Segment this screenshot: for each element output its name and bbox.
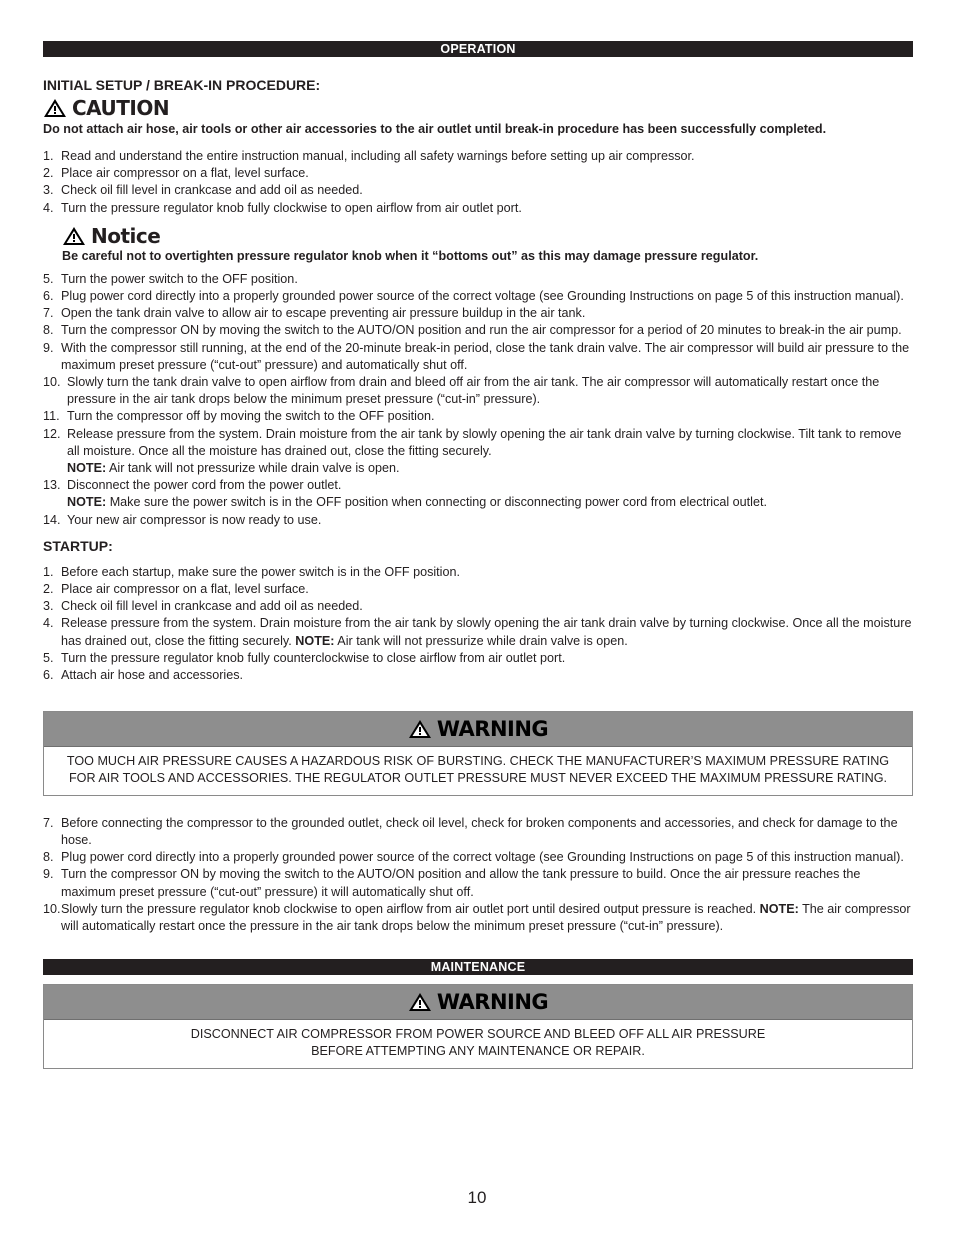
list-item: 6. Plug power cord directly into a properly grounded power source of the correct voltage (see Grounding Instructions on page 5 of this instruction manual). bbox=[43, 289, 904, 304]
warning-title: WARNING bbox=[436, 717, 549, 742]
note-line: NOTE: Make sure the power switch is in the OFF position when connecting or disconnecting power cord from electrical outlet. bbox=[67, 495, 767, 510]
list-item: 14. Your new air compressor is now ready to use. bbox=[43, 512, 322, 527]
warning-triangle-icon bbox=[408, 992, 432, 1012]
list-item: 2. Place air compressor on a flat, level surface. bbox=[43, 582, 309, 597]
list-item: 4. Release pressure from the system. Drain moisture from the air tank by slowly opening the air tank drain valve by turning clockwise. Once all the moisture has drained out, close the fitting securely. NOTE: Air tank will not pressurize while drain valve is open. bbox=[43, 616, 912, 648]
notice-title-row bbox=[62, 224, 913, 248]
warning-header bbox=[44, 985, 912, 1020]
warning-triangle-icon bbox=[408, 719, 432, 739]
list-item: 5. Turn the pressure regulator knob fully counterclockwise to close airflow from air outlet port. bbox=[43, 650, 566, 665]
maintenance-section-title: MAINTENANCE bbox=[430, 960, 526, 975]
list-item: 8. Plug power cord directly into a properly grounded power source of the correct voltage (see Grounding Instructions on page 5 of this instruction manual). bbox=[43, 850, 904, 865]
setup-heading: INITIAL SETUP / BREAK-IN PROCEDURE: bbox=[43, 77, 321, 93]
list-item: 7. Open the tank drain valve to allow air to escape preventing air pressure buildup in the air tank. bbox=[43, 306, 586, 321]
setup-steps-5-14 bbox=[43, 271, 913, 529]
list-item: 9. Turn the compressor ON by moving the switch to the AUTO/ON position and allow the tank pressure to build. Once the air pressure reaches the maximum preset pressure (“cut-out” pressure) it will automatically shut off. bbox=[43, 867, 861, 899]
list-item: 1. Read and understand the entire instruction manual, including all safety warnings before setting up air compressor. bbox=[43, 149, 695, 163]
notice-text: Be careful not to overtighten pressure regulator knob when it “bottoms out” as this may damage pressure regulator. bbox=[62, 248, 759, 263]
list-item: 6. Attach air hose and accessories. bbox=[43, 668, 244, 683]
list-item: 10. Slowly turn the tank drain valve to open airflow from drain and bleed off air from the air tank. The air compressor will automatically restart once the pressure in the air tank drops below the minimum preset pressure (“cut-in” pressure). bbox=[43, 375, 880, 407]
warning-title: WARNING bbox=[436, 990, 549, 1015]
setup-steps-1-4 bbox=[43, 148, 913, 217]
maintenance-section-bar bbox=[43, 959, 913, 975]
list-item: 8. Turn the compressor ON by moving the switch to the AUTO/ON position and run the air compressor for a period of 20 minutes to break-in the air pump. bbox=[43, 323, 902, 338]
list-item: 3. Check oil fill level in crankcase and add oil as needed. bbox=[43, 599, 363, 614]
list-item: 4. Turn the pressure regulator knob fully clockwise to open airflow from air outlet port. bbox=[43, 200, 522, 215]
page-number: 10 bbox=[467, 1188, 487, 1207]
operation-section-title: OPERATION bbox=[440, 42, 516, 56]
manual-page bbox=[43, 41, 913, 1069]
list-item: 10. Slowly turn the pressure regulator knob clockwise to open airflow from air outlet port until desired output pressure is reached. NOTE: The air compressor will automatically restart once the pressure in the air tank drops below the minimum preset pressure (“cut-in” pressure). bbox=[43, 901, 911, 933]
caution-text: Do not attach air hose, air tools or other air accessories to the air outlet until break-in procedure has been successfully completed. bbox=[43, 122, 827, 136]
operation-section-bar bbox=[43, 41, 913, 57]
pressure-warning-box bbox=[43, 711, 913, 795]
startup-heading: STARTUP: bbox=[43, 537, 113, 554]
list-item: 13. Disconnect the power cord from the power outlet. NOTE: Make sure the power switch is in the OFF position when connecting or disconnecting power cord from electrical outlet. bbox=[43, 477, 913, 511]
warning-triangle-icon bbox=[62, 226, 86, 246]
warning-triangle-icon bbox=[43, 98, 67, 118]
list-item: 5. Turn the power switch to the OFF position. bbox=[43, 271, 298, 286]
list-item: 3. Check oil fill level in crankcase and add oil as needed. bbox=[43, 183, 363, 198]
list-item: 1. Before each startup, make sure the power switch is in the OFF position. bbox=[43, 564, 460, 579]
warning-text: DISCONNECT AIR COMPRESSOR FROM POWER SOURCE AND BLEED OFF ALL AIR PRESSURE BEFORE ATTEMPTING ANY MAINTENANCE OR REPAIR. bbox=[190, 1027, 766, 1059]
caution-title-row bbox=[43, 96, 913, 120]
startup-steps-7-10 bbox=[43, 815, 913, 935]
note-line: NOTE: Air tank will not pressurize while drain valve is open. bbox=[67, 461, 400, 476]
notice-title: Notice bbox=[91, 223, 161, 248]
warning-text: TOO MUCH AIR PRESSURE CAUSES A HAZARDOUS RISK OF BURSTING. CHECK THE MANUFACTURER’S MAXIMUM PRESSURE RATING FOR AIR TOOLS AND ACCESSORIES. THE REGULATOR OUTLET PRESSURE MUST NEVER EXCEED THE MAXIMUM PRESSURE RATING. bbox=[66, 754, 890, 786]
maintenance-warning-box bbox=[43, 984, 913, 1068]
notice-block bbox=[62, 224, 913, 265]
caution-title: CAUTION bbox=[72, 96, 170, 120]
list-item: 12. Release pressure from the system. Drain moisture from the air tank by slowly opening the air tank drain valve by turning clockwise. Tilt tank to remove all moisture. Once all the moisture has drained out, close the fitting securely. NOTE: Air tank will not pressurize while drain valve is open. bbox=[43, 426, 913, 478]
warning-header bbox=[44, 712, 912, 747]
list-item: 9. With the compressor still running, at the end of the 20-minute break-in period, close the tank drain valve. The air compressor will build air pressure to the maximum preset pressure (“cut-out” pressure) and automatically shut off. bbox=[43, 340, 910, 372]
list-item: 11. Turn the compressor off by moving the switch to the OFF position. bbox=[43, 409, 435, 424]
startup-steps-1-6 bbox=[43, 564, 913, 684]
list-item: 2. Place air compressor on a flat, level surface. bbox=[43, 166, 309, 181]
list-item: 7. Before connecting the compressor to the grounded outlet, check oil level, check for broken components and accessories, and check for damage to the hose. bbox=[43, 815, 898, 847]
